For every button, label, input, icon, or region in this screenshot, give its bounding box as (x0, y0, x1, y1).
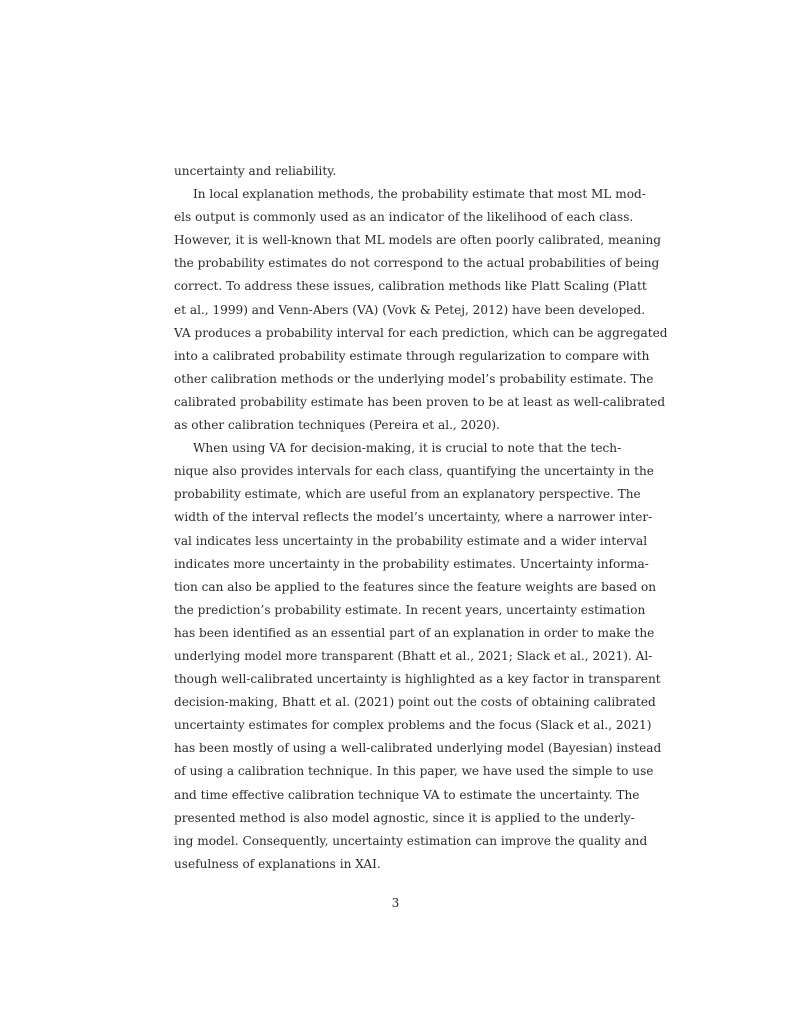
text-line: nique also provides intervals for each class, quantifying the uncertainty in the (174, 464, 654, 479)
text-line: has been mostly of using a well-calibrated underlying model (Bayesian) instead (174, 741, 662, 756)
text-line: as other calibration techniques (Pereira et al., 2020). (174, 418, 500, 433)
paragraph-1 (174, 160, 617, 183)
text-line: has been identified as an essential part of an explanation in order to make the (174, 625, 655, 640)
text-line: els output is commonly used as an indicator of the likelihood of each class. (174, 210, 634, 225)
text-line: calibrated probability estimate has been proven to be at least as well-calibrated (174, 394, 666, 409)
text-line: probability estimate, which are useful from an explanatory perspective. The (174, 487, 641, 502)
text-line: presented method is also model agnostic, since it is applied to the underly- (174, 810, 635, 825)
paragraph-3 (174, 437, 662, 876)
page-number: 3 (391, 896, 400, 910)
text-line: though well-calibrated uncertainty is highlighted as a key factor in transparent (174, 672, 661, 687)
text-line: of using a calibration technique. In this paper, we have used the simple to use (174, 764, 654, 779)
text-line: et al., 1999) and Venn-Abers (VA) (Vovk & Petej, 2012) have been developed. (174, 302, 646, 317)
text-line: VA produces a probability interval for each prediction, which can be aggregated (174, 325, 668, 340)
text-line: ing model. Consequently, uncertainty estimation can improve the quality and (174, 833, 648, 848)
text-line: width of the interval reflects the model’s uncertainty, where a narrower inter- (174, 510, 653, 525)
text-line: When using VA for decision-making, it is crucial to note that the tech- (193, 441, 622, 456)
text-line: In local explanation methods, the probability estimate that most ML mod- (193, 187, 646, 202)
text-line: into a calibrated probability estimate through regularization to compare with (174, 348, 650, 363)
text-line: and time effective calibration technique VA to estimate the uncertainty. The (174, 787, 640, 802)
paragraph-2 (174, 183, 668, 437)
text-line: val indicates less uncertainty in the probability estimate and a wider interval (174, 533, 648, 548)
text-line: decision-making, Bhatt et al. (2021) point out the costs of obtaining calibrated (174, 695, 656, 710)
text-line: uncertainty estimates for complex problems and the focus (Slack et al., 2021) (174, 718, 652, 733)
text-line: However, it is well-known that ML models are often poorly calibrated, meaning (174, 233, 662, 248)
text-line: the probability estimates do not correspond to the actual probabilities of being (174, 256, 660, 271)
text-line: underlying model more transparent (Bhatt et al., 2021; Slack et al., 2021). Al- (174, 648, 653, 663)
text-line: tion can also be applied to the features since the feature weights are based on (174, 579, 657, 594)
text-line: usefulness of explanations in XAI. (174, 856, 381, 871)
text-line: correct. To address these issues, calibration methods like Platt Scaling (Platt (174, 279, 647, 294)
body-text (174, 160, 668, 876)
text-line: uncertainty and reliability. (174, 164, 337, 178)
text-line: the prediction’s probability estimate. In recent years, uncertainty estimation (174, 602, 646, 617)
text-line: other calibration methods or the underlying model’s probability estimate. The (174, 371, 654, 386)
text-line: indicates more uncertainty in the probability estimates. Uncertainty informa- (174, 556, 649, 571)
